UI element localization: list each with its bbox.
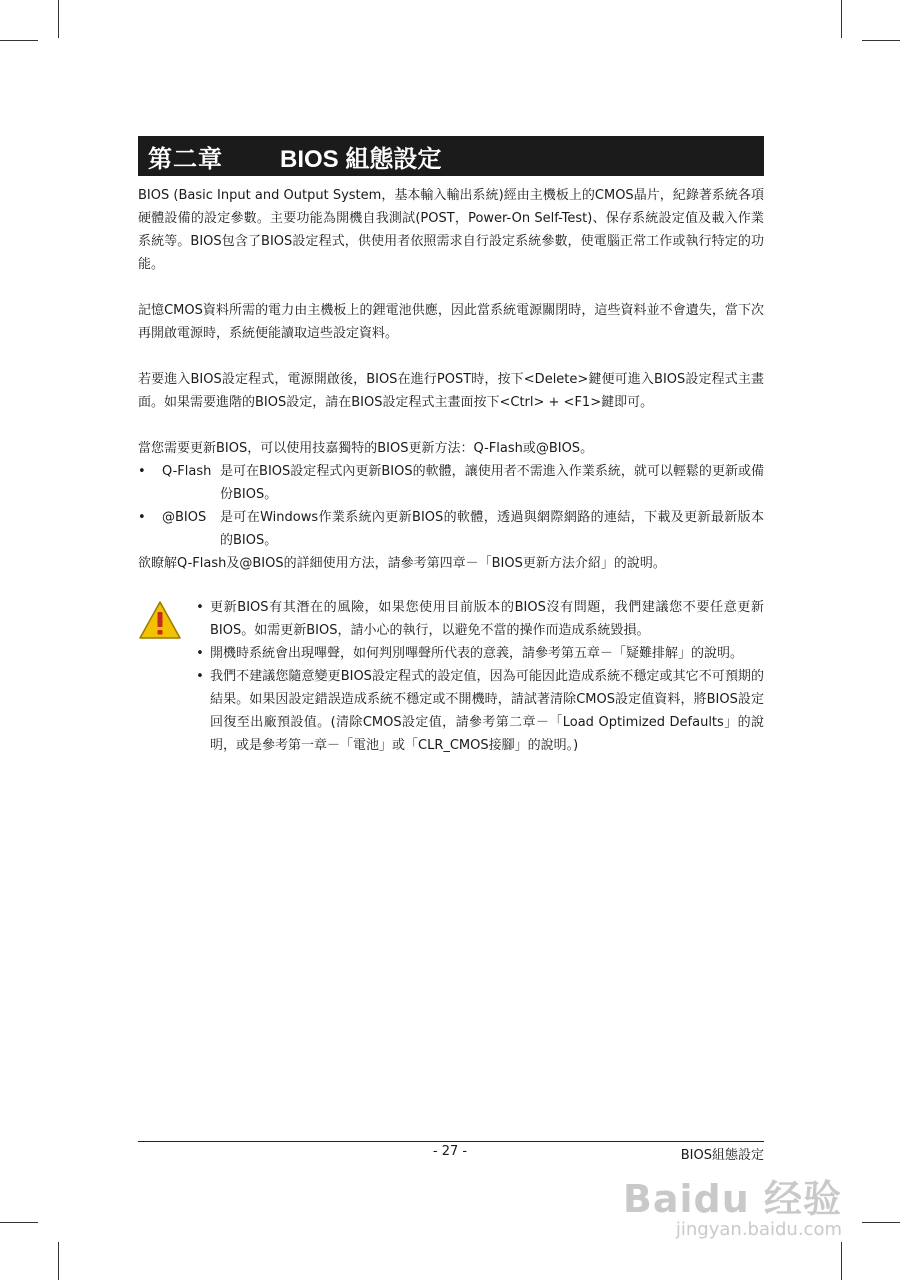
tool-description: 是可在Windows作業系統內更新BIOS的軟體，透過與網際網路的連結，下載及更新最新版本的BIOS。	[220, 510, 764, 548]
paragraph: 記憶CMOS資料所需的電力由主機板上的鋰電池供應，因此當系統電源關閉時，這些資料並不會遺失，當下次再開啟電源時，系統便能讀取這些設定資料。	[138, 303, 764, 341]
warning-text: 開機時系統會出現嗶聲，如何判別嗶聲所代表的意義，請參考第五章－「疑難排解」的說明。	[210, 646, 744, 661]
tool-name: @BIOS	[162, 510, 207, 525]
body-content	[138, 184, 764, 575]
chapter-number: 第二章	[148, 143, 223, 173]
crop-mark	[58, 0, 59, 38]
chapter-title: BIOS 組態設定	[280, 145, 442, 173]
watermark	[623, 1168, 842, 1240]
crop-mark	[841, 0, 842, 38]
warning-text: 我們不建議您隨意變更BIOS設定程式的設定值，因為可能因此造成系統不穩定或其它不可預期的結果。如果因設定錯誤造成系統不穩定或不開機時，請試著清除CMOS設定值資料，將BIOS設定回復至出廠預設值。(清除CMOS設定值，請參考第二章－「Load Optimized Defaults」的說明，或是參考第一章－「電池」或「CLR_CMOS接腳」的說明。)	[210, 669, 764, 753]
crop-mark	[58, 1242, 59, 1280]
warning-text: 更新BIOS有其潛在的風險，如果您使用目前版本的BIOS沒有問題，我們建議您不要任意更新BIOS。如需更新BIOS，請小心的執行，以避免不當的操作而造成系統毀損。	[210, 600, 764, 638]
bullet-icon: •	[138, 464, 146, 479]
list-item: • 更新BIOS有其潛在的風險，如果您使用目前版本的BIOS沒有問題，我們建議您不要任意更新BIOS。如需更新BIOS，請小心的執行，以避免不當的操作而造成系統毀損。	[190, 596, 764, 642]
tool-description: 是可在BIOS設定程式內更新BIOS的軟體，讓使用者不需進入作業系統，就可以輕鬆的更新或備份BIOS。	[220, 464, 764, 502]
watermark-logo: Baidu 经验	[622, 1177, 842, 1221]
watermark-url: jingyan.baidu.com	[675, 1219, 842, 1240]
list-item: • 開機時系統會出現嗶聲，如何判別嗶聲所代表的意義，請參考第五章－「疑難排解」的說明。	[190, 642, 764, 665]
crop-mark	[0, 1222, 38, 1223]
list-item	[138, 460, 764, 506]
list-item: • 我們不建議您隨意變更BIOS設定程式的設定值，因為可能因此造成系統不穩定或其它不可預期的結果。如果因設定錯誤造成系統不穩定或不開機時，請試著清除CMOS設定值資料，將BIOS設定回復至出廠預設值。(清除CMOS設定值，請參考第二章－「Load Optimized Defaults」的說明，或是參考第一章－「電池」或「CLR_CMOS接腳」的說明。)	[190, 665, 764, 757]
bullet-icon: •	[138, 510, 146, 525]
crop-mark	[841, 1242, 842, 1280]
crop-mark	[0, 40, 38, 41]
page-number: - 27 -	[432, 1144, 468, 1159]
warning-icon	[138, 596, 190, 757]
paragraph: 若要進入BIOS設定程式，電源開啟後，BIOS在進行POST時，按下<Delete>鍵便可進入BIOS設定程式主畫面。如果需要進階的BIOS設定，請在BIOS設定程式主畫面按下<Ctrl> + <F1>鍵即可。	[138, 372, 764, 410]
list-item	[138, 506, 764, 552]
warning-list	[190, 596, 764, 757]
chapter-heading	[138, 136, 764, 176]
warning-notice	[138, 596, 764, 757]
crop-mark	[862, 40, 900, 41]
crop-mark	[862, 1222, 900, 1223]
paragraph: BIOS (Basic Input and Output System，基本輸入輸出系統)經由主機板上的CMOS晶片，紀錄著系統各項硬體設備的設定參數。主要功能為開機自我測試(POST，Power-On Self-Test)、保存系統設定值及載入作業系統等。BIOS包含了BIOS設定程式，供使用者依照需求自行設定系統參數，使電腦正常工作或執行特定的功能。	[138, 188, 764, 272]
tool-name: Q-Flash	[162, 464, 212, 479]
footer-title: BIOS組態設定	[680, 1148, 764, 1163]
update-outro: 欲瞭解Q-Flash及@BIOS的詳細使用方法，請參考第四章－「BIOS更新方法介紹」的說明。	[138, 556, 666, 571]
update-intro: 當您需要更新BIOS，可以使用技嘉獨特的BIOS更新方法：Q-Flash或@BIOS。	[138, 441, 594, 456]
footer-divider	[138, 1141, 764, 1142]
